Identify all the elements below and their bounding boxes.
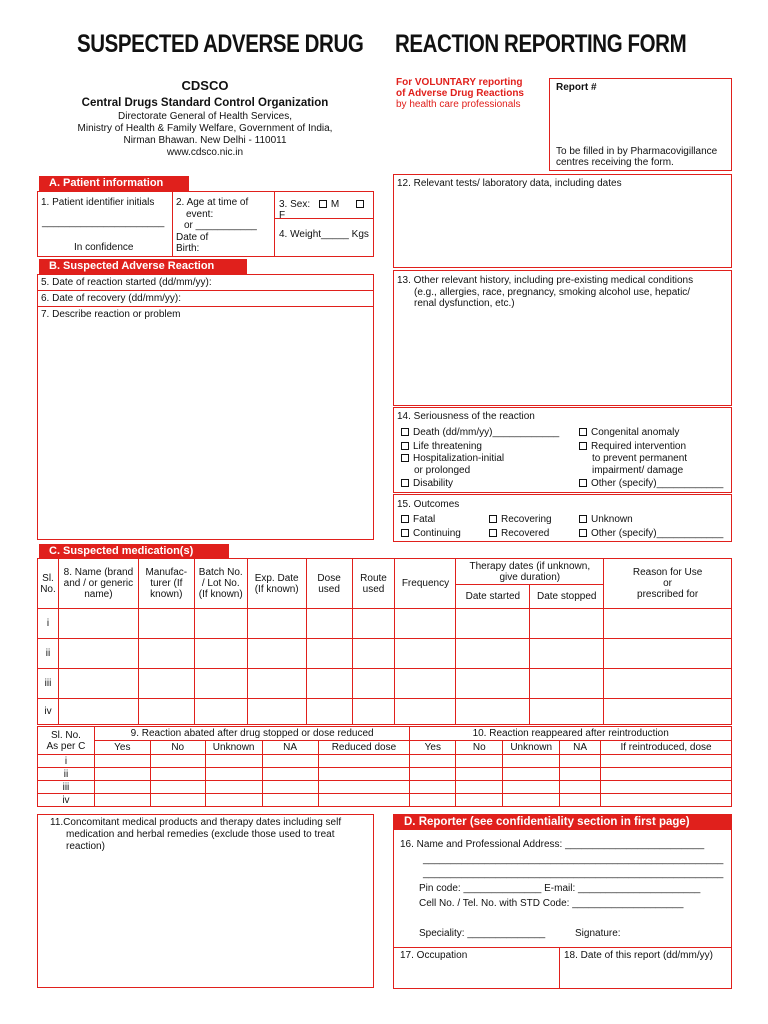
org-web: www.cdsco.nic.in (166, 147, 244, 158)
reaction-row[interactable] (38, 768, 732, 781)
medication-row[interactable] (38, 669, 732, 699)
reaction-subheader-row (38, 741, 732, 755)
row-label: ii (38, 768, 95, 781)
org-line1: Directorate General of Health Services, (118, 111, 292, 122)
reaction-row[interactable] (38, 755, 732, 768)
death-checkbox[interactable] (401, 428, 409, 436)
patient-initials-line: ______________________ (42, 217, 165, 228)
occupation-field[interactable]: 17. Occupation (400, 950, 468, 961)
congenital-label: Congenital anomaly (591, 427, 680, 438)
fatal-checkbox[interactable] (401, 515, 409, 523)
col-route: Route used (352, 559, 395, 609)
reappeared-na: NA (560, 741, 601, 755)
reappeared-no: No (456, 741, 503, 755)
address-line3[interactable]: ______________________________________________________ (423, 868, 724, 879)
required-intervention-label: Required intervention (591, 440, 687, 452)
option-other-seriousness[interactable] (579, 477, 723, 491)
col-reason: Reason for Use or prescribed for (604, 559, 732, 609)
org-line2: Ministry of Health & Family Welfare, Government of India, (77, 123, 333, 134)
outcomes-col3 (579, 513, 723, 540)
seriousness-label: 14. Seriousness of the reaction (397, 411, 535, 422)
address-line2[interactable]: ______________________________________________________ (423, 854, 724, 865)
row-label: i (38, 609, 59, 639)
section-b-header: B. Suspected Adverse Reaction (39, 259, 247, 274)
fatal-label: Fatal (413, 514, 436, 525)
seriousness-left-options (401, 426, 559, 491)
form-title-right: REACTION REPORTING FORM (395, 30, 687, 58)
describe-reaction-field[interactable]: 7. Describe reaction or problem (41, 309, 181, 320)
relevant-history-field[interactable] (393, 270, 732, 406)
reappeared-dose: If reintroduced, dose (601, 741, 732, 755)
required-intervention-label3: impairment/ damage (592, 465, 684, 476)
continuing-label: Continuing (413, 527, 461, 539)
col-reaction-reappeared: 10. Reaction reappeared after reintroduction (410, 727, 732, 741)
in-confidence-label: In confidence (74, 242, 134, 253)
option-death[interactable] (401, 426, 559, 440)
dob-line1: Date of (176, 231, 209, 243)
medication-header-row (38, 559, 732, 585)
recovery-date-field[interactable]: 6. Date of recovery (dd/mm/yy): (41, 293, 182, 304)
history-text (397, 275, 693, 310)
reaction-start-field[interactable]: 5. Date of reaction started (dd/mm/yy): (41, 277, 212, 288)
col-dose: Dose used (306, 559, 352, 609)
medication-table (37, 558, 732, 725)
section-c-header: C. Suspected medication(s) (39, 544, 229, 559)
weight-field[interactable]: 4. Weight_____ Kgs (279, 229, 369, 240)
disability-checkbox[interactable] (401, 479, 409, 487)
life-threatening-label: Life threatening (413, 440, 482, 452)
required-intervention-checkbox[interactable] (579, 442, 587, 450)
seriousness-right-options (579, 426, 723, 491)
age-field[interactable] (176, 197, 257, 255)
filled-line1: To be filled in by Pharmacovigillance (556, 146, 718, 157)
history-line3: renal dysfunction, etc.) (414, 298, 515, 309)
relevant-tests-label: 12. Relevant tests/ laboratory data, including dates (397, 178, 622, 189)
concomitant-line3: reaction) (66, 841, 105, 852)
voluntary-line3: by health care professionals (396, 99, 521, 110)
col-date-stopped: Date stopped (530, 585, 604, 609)
col-expiry: Exp. Date (If known) (247, 559, 306, 609)
sex-field[interactable] (279, 199, 373, 221)
voluntary-line2: of Adverse Drug Reactions (396, 88, 524, 99)
row-label: iv (38, 699, 59, 725)
reaction-row[interactable] (38, 781, 732, 794)
sex-f-label: F (279, 210, 286, 221)
reporter-box (393, 814, 732, 989)
org-line3: Nirman Bhawan. New Delhi - 110011 (123, 135, 287, 146)
outcome-unknown[interactable] (579, 513, 723, 527)
signature-field[interactable]: Signature: (575, 928, 621, 939)
outcomes-col1 (401, 513, 461, 540)
row-label: i (38, 755, 95, 768)
recovering-label: Recovering (501, 514, 552, 525)
abated-reduced-dose: Reduced dose (318, 741, 410, 755)
unknown-checkbox[interactable] (579, 515, 587, 523)
outcome-fatal[interactable] (401, 513, 461, 527)
other-seriousness-label: Other (specify)____________ (591, 478, 724, 489)
other-outcome-label: Other (specify)____________ (591, 527, 724, 539)
sex-label: 3. Sex: (279, 199, 311, 210)
disability-label: Disability (413, 478, 454, 489)
col-batch: Batch No. / Lot No. (If known) (194, 559, 247, 609)
life-threatening-checkbox[interactable] (401, 442, 409, 450)
col-sl: Sl. No. (38, 559, 59, 609)
concomitant-line2: medication and herbal remedies (exclude those used to treat (66, 829, 335, 840)
speciality-field[interactable]: Speciality: ______________ (419, 928, 546, 939)
abated-na: NA (262, 741, 318, 755)
option-disability[interactable] (401, 477, 559, 491)
adverse-reaction-box (37, 274, 374, 540)
report-number-label: Report # (556, 82, 597, 93)
pin-email-field[interactable]: Pin code: ______________ E-mail: ______________________ (419, 883, 701, 894)
unknown-label: Unknown (591, 514, 633, 525)
sex-m-checkbox[interactable] (319, 200, 327, 208)
other-seriousness-checkbox[interactable] (579, 479, 587, 487)
col-drug-name: 8. Name (brand and / or generic name) (58, 559, 138, 609)
recovered-checkbox[interactable] (489, 529, 497, 537)
age-line1: 2. Age at time of (176, 197, 249, 208)
abated-unknown: Unknown (205, 741, 262, 755)
death-label: Death (dd/mm/yy)____________ (413, 427, 560, 438)
col-date-started: Date started (456, 585, 530, 609)
option-congenital[interactable] (579, 426, 723, 440)
abated-yes: Yes (94, 741, 150, 755)
concomitant-products-field[interactable] (37, 814, 374, 988)
reappeared-yes: Yes (410, 741, 456, 755)
col-therapy-dates: Therapy dates (if unknown, give duration) (456, 559, 604, 585)
other-outcome-checkbox[interactable] (579, 529, 587, 537)
medication-row[interactable] (38, 609, 732, 639)
hospitalization-checkbox[interactable] (401, 454, 409, 462)
age-line3: or ___________ (184, 220, 257, 231)
option-required-intervention[interactable] (579, 440, 723, 454)
outcome-continuing[interactable] (401, 527, 461, 541)
outcomes-col2 (489, 513, 552, 540)
sex-f-checkbox[interactable] (356, 200, 364, 208)
history-line2: (e.g., allergies, race, pregnancy, smoking alcohol use, hepatic/ (414, 286, 691, 298)
option-life-threatening[interactable] (401, 440, 559, 454)
age-line2: event: (186, 208, 214, 220)
col-reaction-abated: 9. Reaction abated after drug stopped or dose reduced (94, 727, 409, 741)
congenital-checkbox[interactable] (579, 428, 587, 436)
org-short: CDSCO (181, 78, 229, 93)
row-label: iii (38, 781, 95, 794)
voluntary-note (396, 77, 546, 110)
reaction-header-row (38, 727, 732, 741)
row-label: iv (38, 794, 95, 807)
concomitant-text (50, 817, 341, 853)
section-a-header: A. Patient information (39, 176, 189, 191)
org-block (40, 78, 370, 159)
dob-line2: Birth: (176, 243, 200, 254)
medication-row[interactable] (38, 699, 732, 725)
section-d-header: D. Reporter (see confidentiality section in first page) (394, 815, 731, 830)
outcome-recovering[interactable] (489, 513, 552, 527)
continuing-checkbox[interactable] (401, 529, 409, 537)
history-line1: 13. Other relevant history, including pre-existing medical conditions (397, 275, 694, 286)
hospitalization-label2: or prolonged (414, 465, 471, 476)
relevant-tests-field[interactable] (393, 174, 732, 268)
col-frequency: Frequency (395, 559, 456, 609)
option-hospitalization[interactable] (401, 453, 559, 465)
seriousness-box (393, 407, 732, 493)
form-title-left: SUSPECTED ADVERSE DRUG (77, 30, 364, 58)
row-label: iii (38, 669, 59, 699)
recovered-label: Recovered (501, 527, 550, 539)
abated-no: No (150, 741, 205, 755)
reaction-row[interactable] (38, 794, 732, 807)
report-date-field[interactable]: 18. Date of this report (dd/mm/yy) (564, 950, 713, 961)
patient-initials-field[interactable]: 1. Patient identifier initials (41, 197, 155, 208)
voluntary-line1: For VOLUNTARY reporting (396, 77, 523, 88)
reporter-address-field[interactable]: 16. Name and Professional Address: _________________________ (400, 839, 705, 850)
col-manufacturer: Manufac- turer (If known) (138, 559, 194, 609)
patient-info-box (37, 191, 374, 257)
medication-row[interactable] (38, 639, 732, 669)
reaction-table (37, 726, 732, 807)
phone-field[interactable]: Cell No. / Tel. No. with STD Code: ____________________ (419, 898, 684, 909)
outcome-recovered[interactable] (489, 527, 552, 541)
sex-m-label: M (330, 199, 340, 210)
recovering-checkbox[interactable] (489, 515, 497, 523)
outcomes-box (393, 494, 732, 542)
outcome-other[interactable] (579, 527, 723, 541)
filled-line2: centres receiving the form. (556, 157, 674, 168)
reappeared-unknown: Unknown (503, 741, 560, 755)
col-sl-as-per-c: Sl. No. As per C (38, 727, 95, 755)
required-intervention-label2: to prevent permanent (592, 453, 688, 464)
org-name: Central Drugs Standard Control Organization (81, 97, 329, 109)
outcomes-label: 15. Outcomes (397, 499, 460, 510)
report-number-box[interactable] (549, 78, 732, 171)
filled-note (556, 146, 717, 168)
row-label: ii (38, 639, 59, 669)
concomitant-line1: 11.Concomitant medical products and therapy dates including self (50, 817, 342, 828)
hospitalization-label: Hospitalization-initial (413, 453, 505, 464)
